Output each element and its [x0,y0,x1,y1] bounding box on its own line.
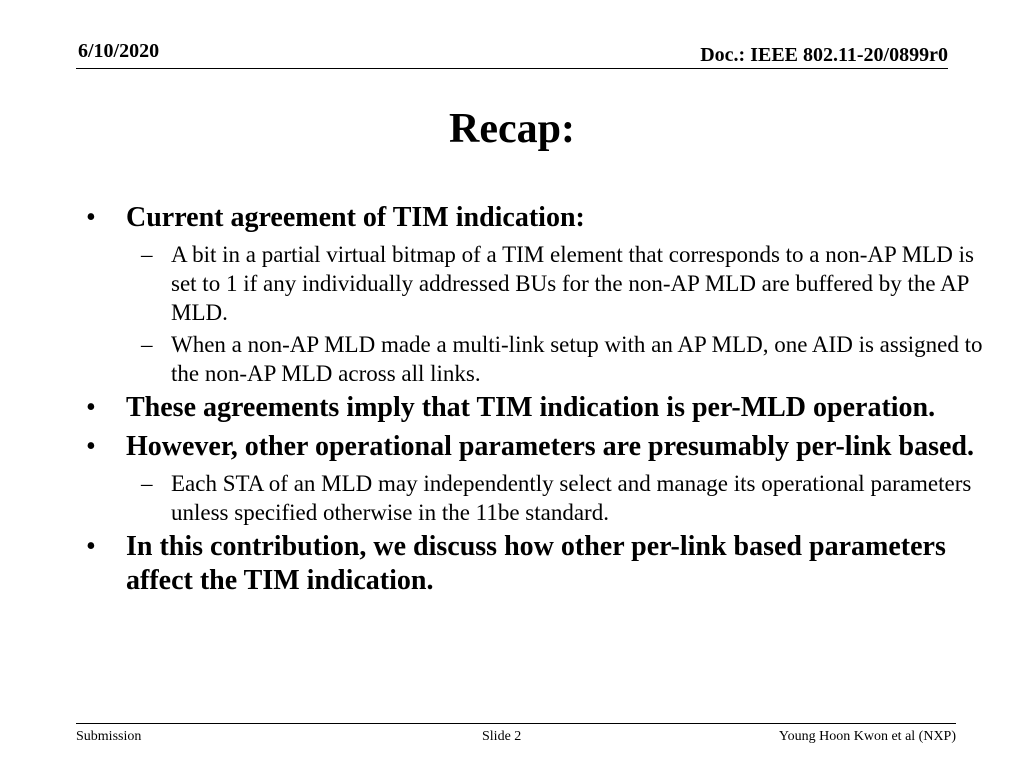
bullet-dot: • [86,202,96,233]
bullet-4-text: In this contribution, we discuss how other per-link based parameters affect the TIM indication. [126,531,946,596]
bullet-3-text: However, other operational parameters are presumably per-link based. [126,431,974,462]
bullet-4 [86,530,1000,598]
bullet-2 [86,391,1000,425]
sub-bullet-dash: – [141,242,153,267]
slide-title: Recap: [449,106,575,152]
header-rule [76,68,948,69]
footer-rule [76,723,956,724]
sub-bullet-dash: – [141,471,153,496]
header-date: 6/10/2020 [78,40,160,62]
slide-body [86,201,1000,603]
footer-submission: Submission [76,729,142,744]
sub-bullet-1-1-text: A bit in a partial virtual bitmap of a TIM element that corresponds to a non-AP MLD is set to 1 if any individually addressed BUs for the non-AP MLD are buffered by the AP MLD. [171,242,974,325]
bullet-2-text: These agreements imply that TIM indication is per-MLD operation. [126,392,936,423]
bullet-1 [86,201,1000,235]
bullet-dot: • [86,431,96,462]
sub-bullet-3-1 [86,469,1000,527]
footer-slide-number: Slide 2 [482,729,522,744]
footer-author: Young Hoon Kwon et al (NXP) [778,729,956,744]
sub-bullet-3-1-text: Each STA of an MLD may independently select and manage its operational parameters unless specified otherwise in the 11be standard. [171,471,972,525]
sub-bullet-1-2 [86,330,1000,388]
bullet-1-text: Current agreement of TIM indication: [126,202,585,233]
bullet-dot: • [86,392,96,423]
sub-bullet-dash: – [141,332,153,357]
sub-bullet-1-2-text: When a non-AP MLD made a multi-link setup with an AP MLD, one AID is assigned to the non-AP MLD across all links. [171,332,983,386]
bullet-3 [86,430,1000,464]
header-doc-id: Doc.: IEEE 802.11-20/0899r0 [700,44,948,66]
sub-bullet-1-1 [86,240,1000,327]
bullet-dot: • [86,531,96,562]
